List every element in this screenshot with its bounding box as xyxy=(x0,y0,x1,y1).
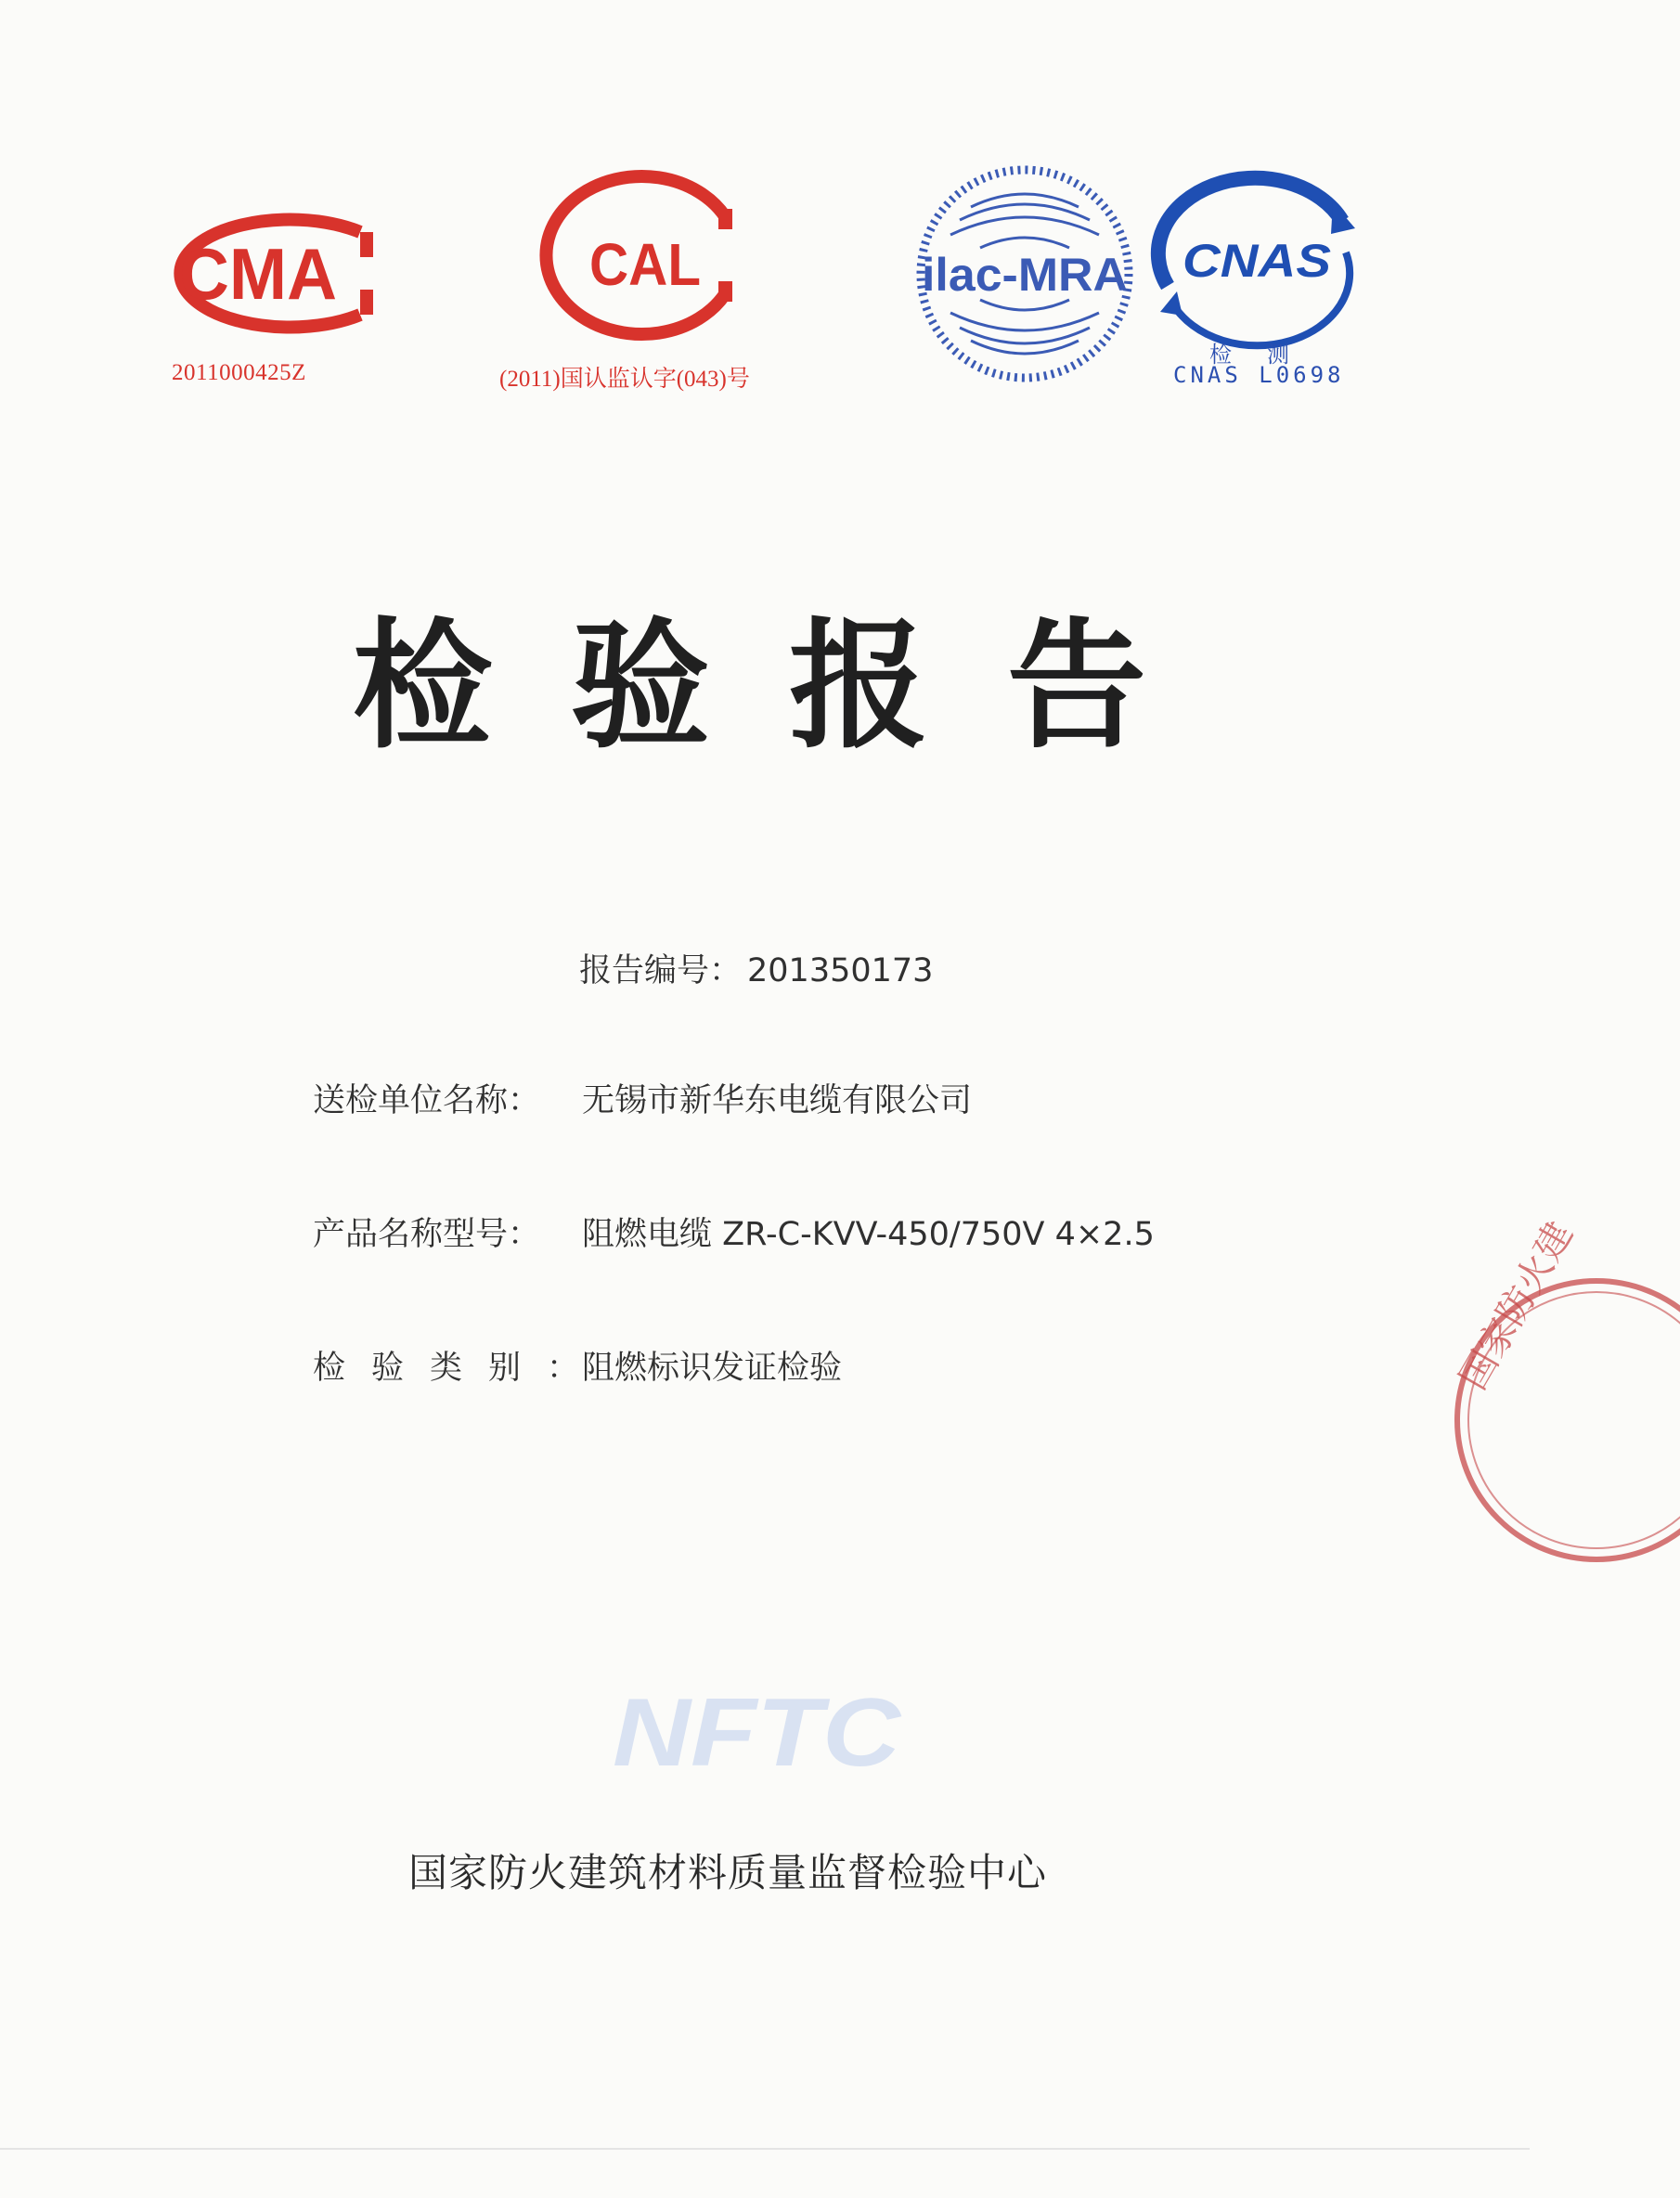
report-number-label: 报告编号： xyxy=(579,952,743,989)
cnas-mark-text: CNAS xyxy=(1182,235,1331,287)
ilac-mark-text: ilac-MRA xyxy=(922,249,1128,301)
sender-field xyxy=(313,1075,972,1121)
cma-logo xyxy=(139,206,381,341)
product-field xyxy=(313,1209,1155,1255)
page-bottom-divider xyxy=(0,2148,1530,2150)
nftc-watermark-text: NFTC xyxy=(613,1679,903,1787)
product-value: 阻燃电缆 ZR-C-KVV-450/750V 4×2.5 xyxy=(582,1216,1155,1253)
cal-certificate-code: (2011)国认监认字(043)号 xyxy=(499,367,750,392)
issuing-organization: 国家防火建筑材料质量监督检验中心 xyxy=(408,1850,1048,1895)
report-number xyxy=(579,945,933,991)
ilac-mra-logo xyxy=(913,162,1136,385)
report-number-value: 201350173 xyxy=(747,952,934,989)
inspection-type-label: 检验类别： xyxy=(313,1350,606,1387)
seal-text: 国家防火建 xyxy=(1452,1214,1583,1397)
sender-value: 无锡市新华东电缆有限公司 xyxy=(582,1082,973,1119)
cnas-sub-label: 检测 xyxy=(1209,342,1325,368)
cal-logo xyxy=(541,172,750,339)
sender-label: 送检单位名称： xyxy=(313,1082,541,1119)
cal-mark-text: CAL xyxy=(589,231,701,298)
inspection-type-field xyxy=(313,1342,842,1389)
cma-certificate-code: 2011000425Z xyxy=(172,360,306,385)
inspection-type-value: 阻燃标识发证检验 xyxy=(582,1350,843,1387)
product-label: 产品名称型号： xyxy=(313,1216,541,1253)
document-title: 检验报告 xyxy=(353,606,1226,768)
cma-mark-text: CMA xyxy=(179,233,337,315)
cnas-accreditation-code: CNAS L0698 xyxy=(1173,362,1345,388)
nftc-watermark xyxy=(603,1679,910,1787)
cnas-logo xyxy=(1149,175,1363,342)
official-seal xyxy=(1452,1214,1680,1578)
